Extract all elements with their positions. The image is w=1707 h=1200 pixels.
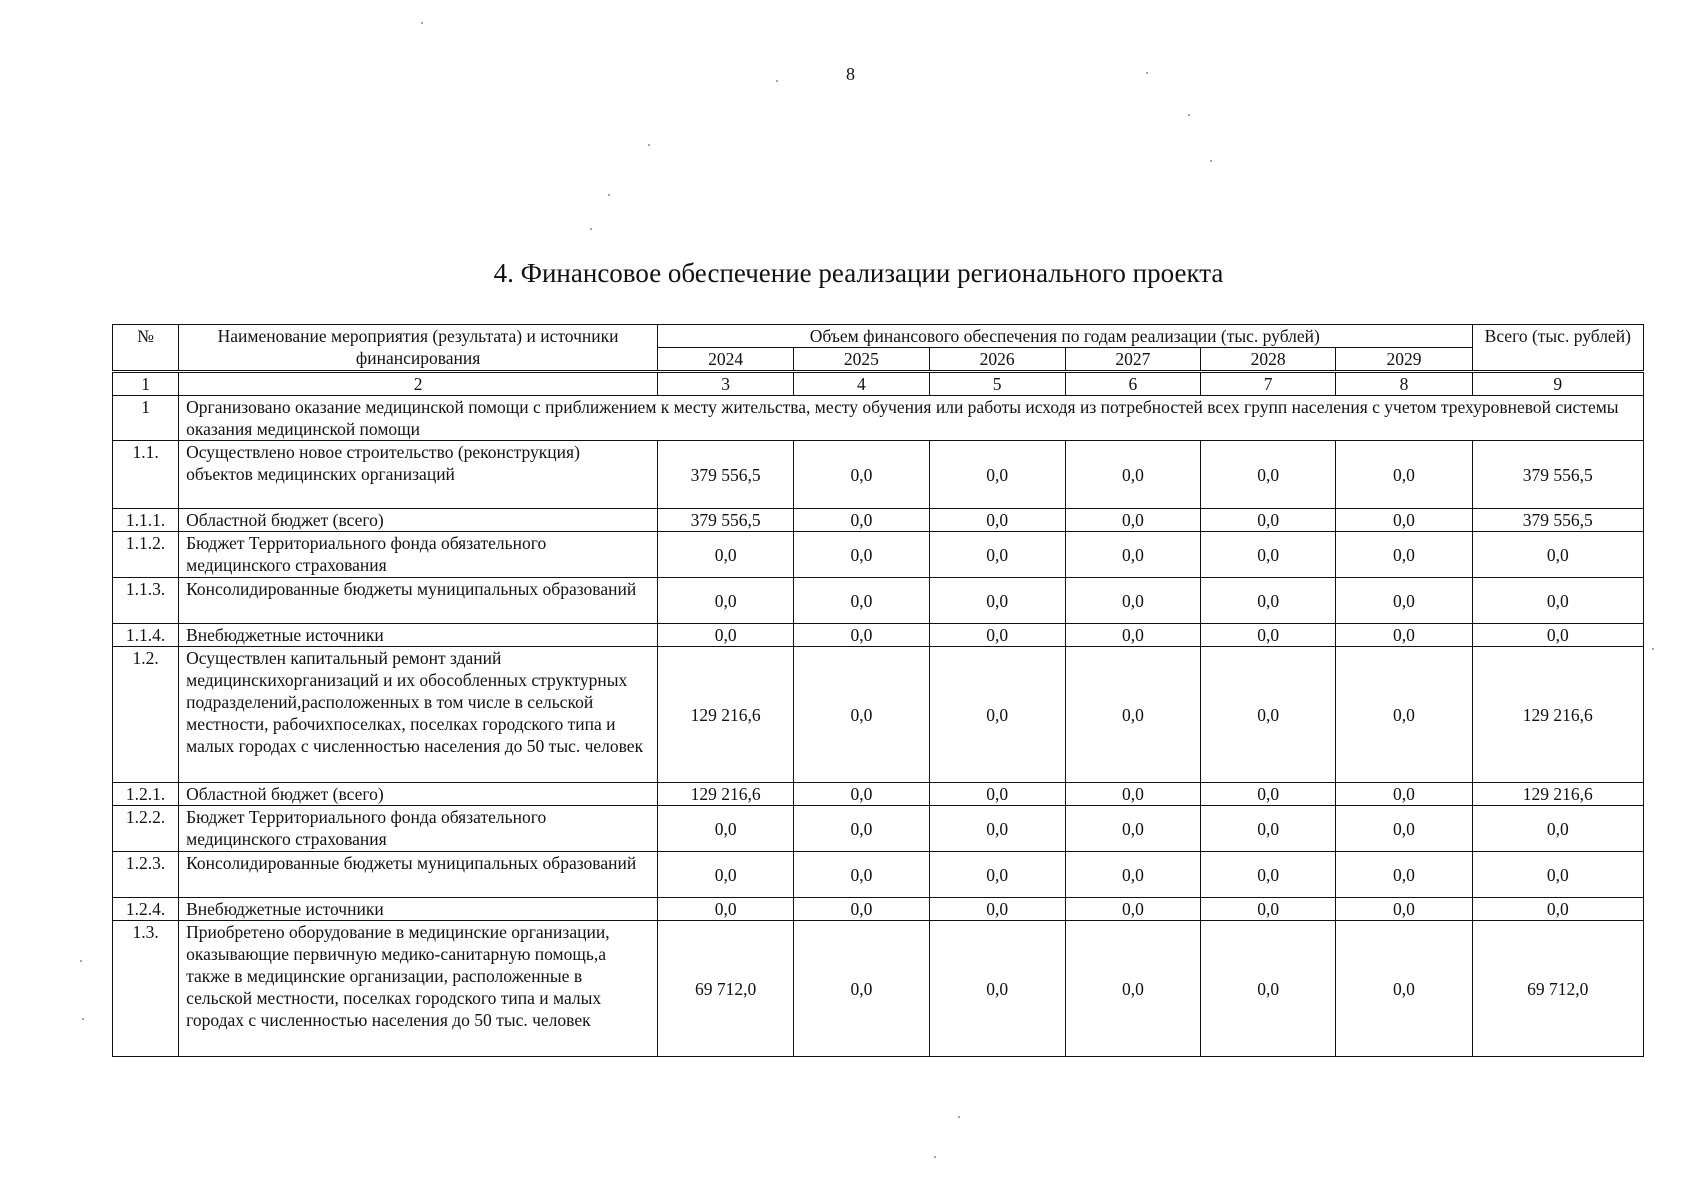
table-row — [113, 441, 1644, 509]
group-number: 1 — [113, 396, 179, 441]
row-number: 1.1.3. — [113, 578, 179, 624]
row-year-value: 0,0 — [1065, 806, 1200, 852]
row-name: Внебюджетные источники — [179, 898, 658, 921]
header-year: 2028 — [1201, 348, 1336, 372]
row-number: 1.1.4. — [113, 624, 179, 647]
row-total-value: 0,0 — [1472, 624, 1643, 647]
header-year: 2025 — [794, 348, 929, 372]
row-year-value: 0,0 — [1201, 441, 1336, 509]
table-row — [113, 647, 1644, 783]
header-total: Всего (тыс. рублей) — [1472, 325, 1643, 372]
table-row — [113, 898, 1644, 921]
row-year-value: 0,0 — [1201, 647, 1336, 783]
scan-speck — [776, 80, 778, 82]
row-name: Приобретено оборудование в медицинские организации, оказывающие первичную медико-санитарную помощь,а также в медицинские организации, расположенные в сельской местности, поселках городского типа и малых городах с численностью населения до 50 тыс. человек — [179, 921, 658, 1057]
header-year: 2026 — [929, 348, 1065, 372]
row-year-value: 0,0 — [1336, 647, 1472, 783]
scan-speck — [82, 1018, 84, 1020]
row-number: 1.2.3. — [113, 852, 179, 898]
row-name: Внебюджетные источники — [179, 624, 658, 647]
row-year-value: 129 216,6 — [658, 783, 794, 806]
row-year-value: 0,0 — [1201, 624, 1336, 647]
row-total-value: 0,0 — [1472, 852, 1643, 898]
row-year-value: 0,0 — [1201, 898, 1336, 921]
row-number: 1.1. — [113, 441, 179, 509]
row-year-value: 0,0 — [1065, 647, 1200, 783]
column-number: 9 — [1472, 372, 1643, 396]
row-year-value: 0,0 — [1201, 578, 1336, 624]
row-year-value: 0,0 — [658, 578, 794, 624]
scan-speck — [934, 1156, 936, 1158]
page-number: 8 — [846, 64, 855, 84]
row-year-value: 0,0 — [1201, 509, 1336, 532]
row-year-value: 0,0 — [794, 624, 929, 647]
row-year-value: 0,0 — [929, 532, 1065, 578]
row-year-value: 0,0 — [1336, 532, 1472, 578]
scan-speck — [1210, 160, 1212, 162]
row-number: 1.1.2. — [113, 532, 179, 578]
table-row — [113, 783, 1644, 806]
column-number: 5 — [929, 372, 1065, 396]
scan-speck — [1146, 72, 1148, 74]
scan-speck — [590, 228, 592, 230]
row-year-value: 0,0 — [929, 852, 1065, 898]
column-number: 4 — [794, 372, 929, 396]
row-total-value: 129 216,6 — [1472, 647, 1643, 783]
header-volume: Объем финансового обеспечения по годам реализации (тыс. рублей) — [658, 325, 1473, 348]
row-year-value: 0,0 — [1065, 898, 1200, 921]
group-row — [113, 396, 1644, 441]
row-year-value: 0,0 — [1201, 852, 1336, 898]
row-year-value: 379 556,5 — [658, 509, 794, 532]
row-year-value: 0,0 — [658, 852, 794, 898]
row-total-value: 0,0 — [1472, 898, 1643, 921]
column-number: 3 — [658, 372, 794, 396]
table-row — [113, 806, 1644, 852]
row-year-value: 0,0 — [794, 852, 929, 898]
row-year-value: 0,0 — [1065, 578, 1200, 624]
column-number: 1 — [113, 372, 179, 396]
row-year-value: 0,0 — [794, 647, 929, 783]
row-number: 1.2.2. — [113, 806, 179, 852]
row-year-value: 0,0 — [929, 509, 1065, 532]
row-year-value: 379 556,5 — [658, 441, 794, 509]
row-year-value: 0,0 — [929, 806, 1065, 852]
financing-table — [112, 324, 1644, 1057]
scan-speck — [608, 194, 610, 196]
row-year-value: 0,0 — [929, 624, 1065, 647]
row-total-value: 0,0 — [1472, 532, 1643, 578]
row-total-value: 129 216,6 — [1472, 783, 1643, 806]
scan-speck — [958, 1116, 960, 1118]
row-year-value: 0,0 — [794, 783, 929, 806]
row-year-value: 0,0 — [929, 578, 1065, 624]
row-year-value: 0,0 — [1336, 806, 1472, 852]
row-year-value: 0,0 — [794, 898, 929, 921]
row-year-value: 0,0 — [794, 921, 929, 1057]
row-year-value: 0,0 — [1201, 806, 1336, 852]
table-row — [113, 509, 1644, 532]
row-year-value: 0,0 — [929, 441, 1065, 509]
row-name: Бюджет Территориального фонда обязательного медицинского страхования — [179, 532, 658, 578]
row-name: Областной бюджет (всего) — [179, 509, 658, 532]
row-year-value: 0,0 — [1336, 921, 1472, 1057]
row-year-value: 0,0 — [1201, 783, 1336, 806]
scan-speck — [1188, 114, 1190, 116]
row-year-value: 0,0 — [658, 806, 794, 852]
row-year-value: 0,0 — [1336, 624, 1472, 647]
header-year: 2024 — [658, 348, 794, 372]
section-title: 4. Финансовое обеспечение реализации регионального проекта — [493, 258, 1224, 288]
table-row — [113, 578, 1644, 624]
scan-speck — [80, 960, 82, 962]
row-year-value: 0,0 — [658, 898, 794, 921]
scan-speck — [648, 144, 650, 146]
row-name: Областной бюджет (всего) — [179, 783, 658, 806]
row-year-value: 0,0 — [1336, 783, 1472, 806]
table-row — [113, 624, 1644, 647]
row-total-value: 0,0 — [1472, 806, 1643, 852]
row-year-value: 0,0 — [1065, 441, 1200, 509]
row-total-value: 379 556,5 — [1472, 509, 1643, 532]
scan-speck — [1652, 648, 1654, 650]
header-number: № — [113, 325, 179, 372]
table-row — [113, 921, 1644, 1057]
row-year-value: 0,0 — [794, 578, 929, 624]
table-header-row — [113, 325, 1644, 348]
row-number: 1.1.1. — [113, 509, 179, 532]
row-year-value: 0,0 — [1201, 921, 1336, 1057]
row-year-value: 0,0 — [1065, 509, 1200, 532]
row-year-value: 0,0 — [929, 647, 1065, 783]
row-year-value: 0,0 — [1336, 852, 1472, 898]
row-year-value: 0,0 — [1065, 624, 1200, 647]
row-total-value: 0,0 — [1472, 578, 1643, 624]
row-name: Осуществлено новое строительство (реконструкция) объектов медицинских организаций — [179, 441, 658, 509]
row-year-value: 69 712,0 — [658, 921, 794, 1057]
header-name: Наименование мероприятия (результата) и источники финансирования — [179, 325, 658, 372]
row-name: Консолидированные бюджеты муниципальных образований — [179, 578, 658, 624]
row-number: 1.3. — [113, 921, 179, 1057]
row-year-value: 0,0 — [929, 921, 1065, 1057]
row-year-value: 0,0 — [1065, 921, 1200, 1057]
row-name: Осуществлен капитальный ремонт зданий медицинскихорганизаций и их обособленных структурных подразделений,расположенных в том числе в сельской местности, рабочихпоселках, поселках городского типа и малых городах с численностью населения до 50 тыс. человек — [179, 647, 658, 783]
header-year: 2027 — [1065, 348, 1200, 372]
row-year-value: 0,0 — [1065, 783, 1200, 806]
row-year-value: 0,0 — [929, 898, 1065, 921]
row-name: Бюджет Территориального фонда обязательного медицинского страхования — [179, 806, 658, 852]
row-number: 1.2.1. — [113, 783, 179, 806]
row-year-value: 0,0 — [794, 532, 929, 578]
row-year-value: 0,0 — [929, 783, 1065, 806]
scan-speck — [421, 22, 423, 24]
row-year-value: 0,0 — [658, 532, 794, 578]
row-name: Консолидированные бюджеты муниципальных образований — [179, 852, 658, 898]
row-number: 1.2.4. — [113, 898, 179, 921]
row-year-value: 0,0 — [1201, 532, 1336, 578]
column-number: 8 — [1336, 372, 1472, 396]
header-year: 2029 — [1336, 348, 1472, 372]
column-number: 2 — [179, 372, 658, 396]
row-total-value: 379 556,5 — [1472, 441, 1643, 509]
row-total-value: 69 712,0 — [1472, 921, 1643, 1057]
table-row — [113, 852, 1644, 898]
row-number: 1.2. — [113, 647, 179, 783]
row-year-value: 0,0 — [1336, 509, 1472, 532]
column-numbers-row — [113, 372, 1644, 396]
table-row — [113, 532, 1644, 578]
group-name: Организовано оказание медицинской помощи с приближением к месту жительства, месту обучения или работы исходя из потребностей всех групп населения с учетом трехуровневой системы оказания медицинской помощи — [179, 396, 1644, 441]
row-year-value: 0,0 — [1336, 898, 1472, 921]
row-year-value: 0,0 — [1065, 532, 1200, 578]
column-number: 7 — [1201, 372, 1336, 396]
row-year-value: 0,0 — [1336, 578, 1472, 624]
row-year-value: 0,0 — [794, 509, 929, 532]
row-year-value: 0,0 — [794, 806, 929, 852]
column-number: 6 — [1065, 372, 1200, 396]
row-year-value: 0,0 — [794, 441, 929, 509]
row-year-value: 129 216,6 — [658, 647, 794, 783]
row-year-value: 0,0 — [1336, 441, 1472, 509]
row-year-value: 0,0 — [1065, 852, 1200, 898]
row-year-value: 0,0 — [658, 624, 794, 647]
